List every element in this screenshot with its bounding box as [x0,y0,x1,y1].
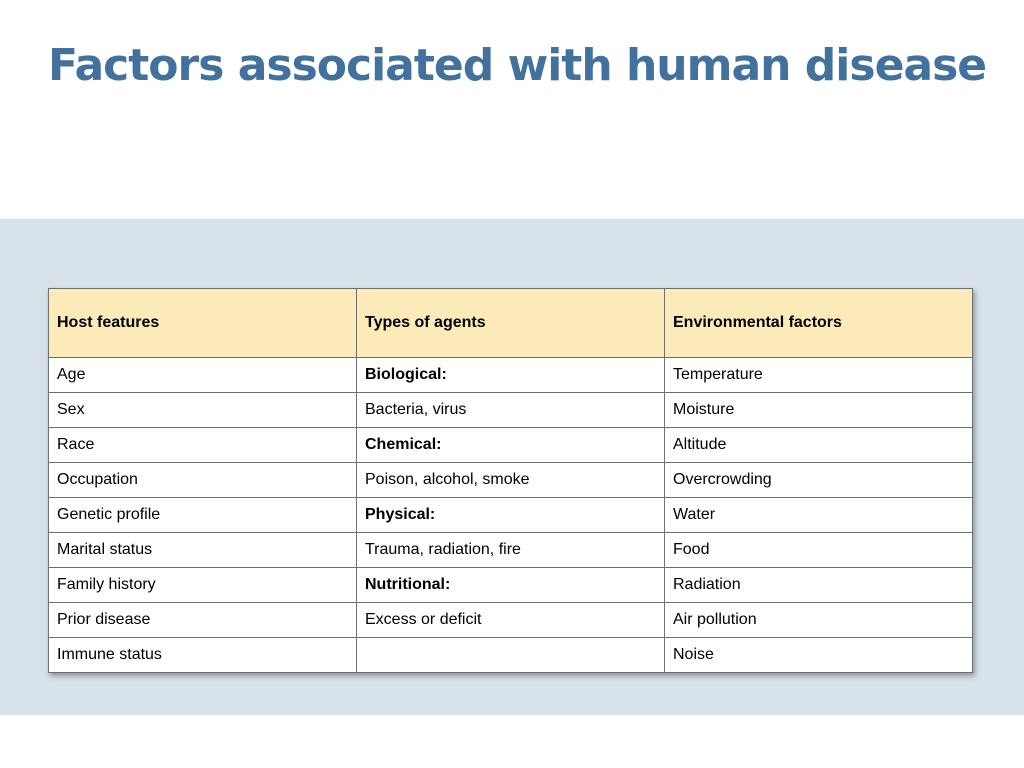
table-header-row [49,289,973,358]
table-row [49,533,973,568]
host-feature-cell: Prior disease [49,603,357,638]
agent-type-cell: Biological: [357,358,665,393]
host-feature-cell: Marital status [49,533,357,568]
table-row [49,393,973,428]
agent-type-cell: Chemical: [357,428,665,463]
environmental-factor-cell: Altitude [665,428,973,463]
host-feature-cell: Occupation [49,463,357,498]
factors-table [48,288,973,673]
header-types-of-agents: Types of agents [357,289,665,358]
agent-type-cell: Physical: [357,498,665,533]
environmental-factor-cell: Moisture [665,393,973,428]
header-environmental-factors: Environmental factors [665,289,973,358]
environmental-factor-cell: Overcrowding [665,463,973,498]
table-row [49,568,973,603]
header-host-features: Host features [49,289,357,358]
environmental-factor-cell: Radiation [665,568,973,603]
table-row [49,358,973,393]
host-feature-cell: Age [49,358,357,393]
table-body [49,358,973,673]
agent-type-cell: Poison, alcohol, smoke [357,463,665,498]
table-row [49,428,973,463]
environmental-factor-cell: Food [665,533,973,568]
agent-type-cell: Excess or deficit [357,603,665,638]
table-row [49,603,973,638]
host-feature-cell: Immune status [49,638,357,673]
table-row [49,463,973,498]
agent-type-cell: Bacteria, virus [357,393,665,428]
agent-type-cell: Trauma, radiation, fire [357,533,665,568]
table-row [49,498,973,533]
agent-type-cell [357,638,665,673]
host-feature-cell: Family history [49,568,357,603]
host-feature-cell: Genetic profile [49,498,357,533]
slide-title: Factors associated with human disease [48,40,987,91]
environmental-factor-cell: Temperature [665,358,973,393]
table-row [49,638,973,673]
host-feature-cell: Race [49,428,357,463]
environmental-factor-cell: Water [665,498,973,533]
agent-type-cell: Nutritional: [357,568,665,603]
environmental-factor-cell: Air pollution [665,603,973,638]
environmental-factor-cell: Noise [665,638,973,673]
host-feature-cell: Sex [49,393,357,428]
